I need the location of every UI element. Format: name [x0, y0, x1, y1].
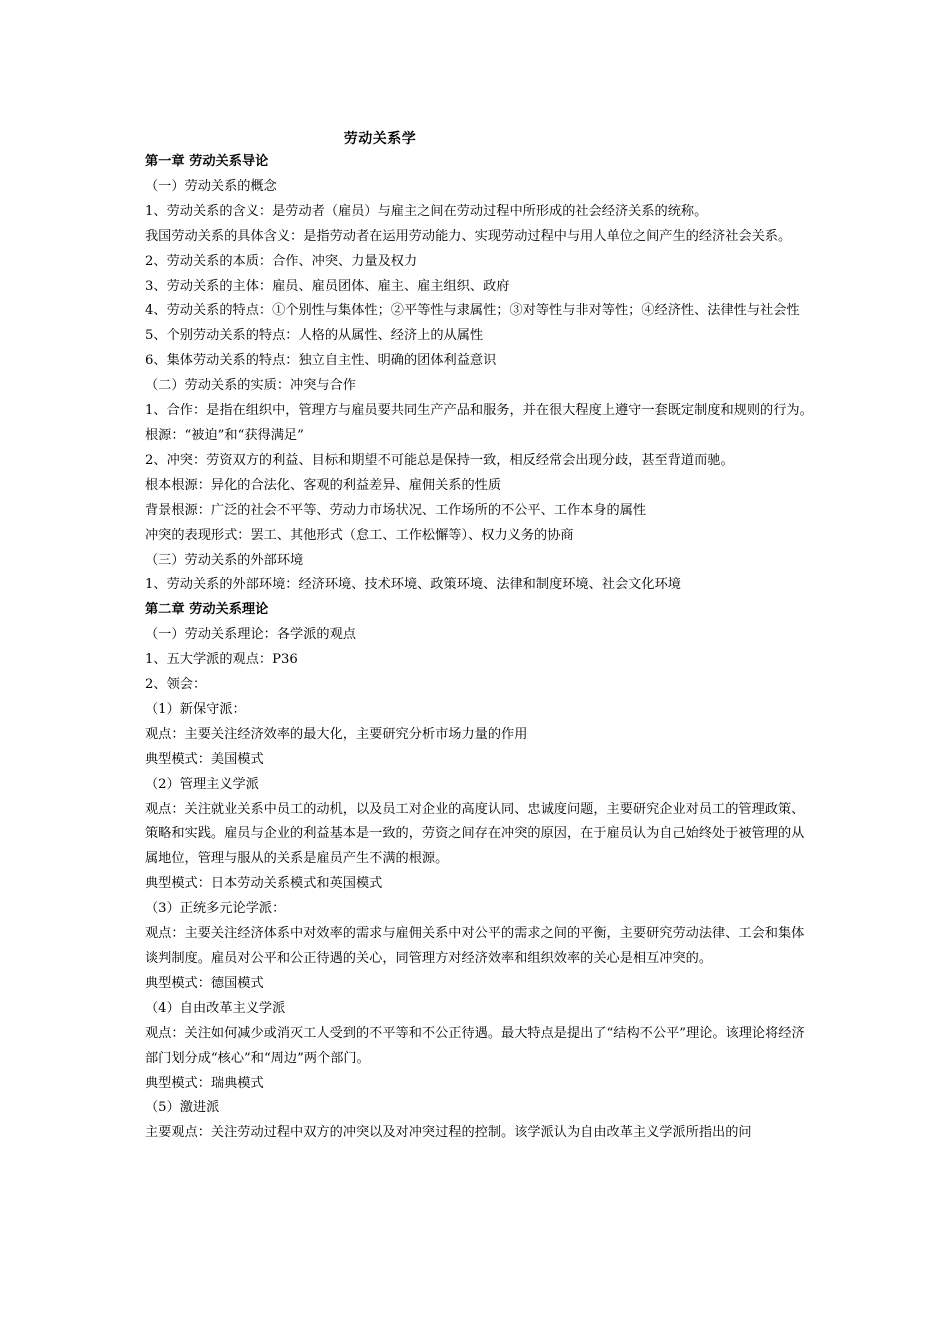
text-line: （3）正统多元论学派：	[145, 901, 286, 917]
text-line: 典型模式：瑞典模式	[145, 1075, 264, 1091]
text-line: 典型模式：日本劳动关系模式和英国模式	[145, 876, 383, 892]
text-line: 根本根源：异化的合法化、客观的利益差异、雇佣关系的性质	[145, 477, 502, 493]
text-line: （三）劳动关系的外部环境	[145, 552, 304, 568]
text-line: 4、劳动关系的特点：①个别性与集体性；②平等性与隶属性；③对等性与非对等性；④经济性、法律性与社会性	[145, 303, 800, 319]
text-line: （5）激进派	[145, 1100, 220, 1116]
text-line: 观点：关注如何减少或消灭工人受到的不平等和不公正待遇。最大特点是提出了“结构不公平”理论。该理论将经济部门划分成“核心”和“周边”两个部门。	[145, 1025, 805, 1066]
chapter-heading: 第一章 劳动关系导论	[145, 154, 269, 169]
document-title: 劳动关系学	[343, 131, 417, 147]
text-line: 典型模式：美国模式	[145, 751, 264, 767]
text-line: 背景根源：广泛的社会不平等、劳动力市场状况、工作场所的不公平、工作本身的属性	[145, 502, 647, 518]
chapter-heading: 第二章 劳动关系理论	[145, 602, 269, 618]
text-line: 典型模式：德国模式	[145, 975, 264, 991]
text-line: 1、劳动关系的外部环境：经济环境、技术环境、政策环境、法律和制度环境、社会文化环境	[145, 577, 681, 593]
document-body	[145, 150, 817, 1146]
text-line: 我国劳动关系的具体含义：是指劳动者在运用劳动能力、实现劳动过程中与用人单位之间产生的经济社会关系。	[145, 228, 792, 244]
text-line: 6、集体劳动关系的特点：独立自主性、明确的团体利益意识	[145, 353, 497, 369]
text-line: 5、个别劳动关系的特点：人格的从属性、经济上的从属性	[145, 328, 484, 344]
text-line: 根源：“被迫”和“获得满足”	[145, 427, 304, 443]
text-line: 观点：主要关注经济效率的最大化，主要研究分析市场力量的作用	[145, 726, 528, 742]
text-line: （1）新保守派：	[145, 701, 246, 717]
text-line: （二）劳动关系的实质：冲突与合作	[145, 378, 356, 394]
text-line: 主要观点：关注劳动过程中双方的冲突以及对冲突过程的控制。该学派认为自由改革主义学派所指出的问	[145, 1125, 752, 1141]
text-line: 观点：关注就业关系中员工的动机，以及员工对企业的高度认同、忠诚度问题，主要研究企业对员工的管理政策、策略和实践。雇员与企业的利益基本是一致的，劳资之间存在冲突的原因，在于雇员认为自己始终处于被管理的从属地位，管理与服从的关系是雇员产生不满的根源。	[145, 801, 805, 867]
text-line: 3、劳动关系的主体：雇员、雇员团体、雇主、雇主组织、政府	[145, 278, 510, 294]
text-line: 2、冲突：劳资双方的利益、目标和期望不可能总是保持一致，相反经常会出现分歧，甚至背道而驰。	[145, 452, 734, 468]
text-line: （2）管理主义学派	[145, 776, 259, 792]
text-line: （一）劳动关系的概念	[145, 178, 277, 194]
text-line: 2、领会：	[145, 677, 207, 693]
text-line: 1、五大学派的观点：P36	[145, 652, 298, 668]
text-line: （一）劳动关系理论：各学派的观点	[145, 627, 356, 643]
text-line: 2、劳动关系的本质：合作、冲突、力量及权力	[145, 253, 418, 269]
text-line: （4）自由改革主义学派	[145, 1000, 286, 1016]
text-line: 1、合作：是指在组织中，管理方与雇员要共同生产产品和服务，并在很大程度上遵守一套既定制度和规则的行为。	[145, 403, 813, 419]
text-line: 观点：主要关注经济体系中对效率的需求与雇佣关系中对公平的需求之间的平衡，主要研究劳动法律、工会和集体谈判制度。雇员对公平和公正待遇的关心，同管理方对经济效率和组织效率的关心是相互冲突的。	[145, 926, 805, 966]
text-line: 冲突的表现形式：罢工、其他形式（怠工、工作松懈等）、权力义务的协商	[145, 527, 574, 543]
text-line: 1、劳动关系的含义：是劳动者（雇员）与雇主之间在劳动过程中所形成的社会经济关系的统称。	[145, 203, 708, 219]
